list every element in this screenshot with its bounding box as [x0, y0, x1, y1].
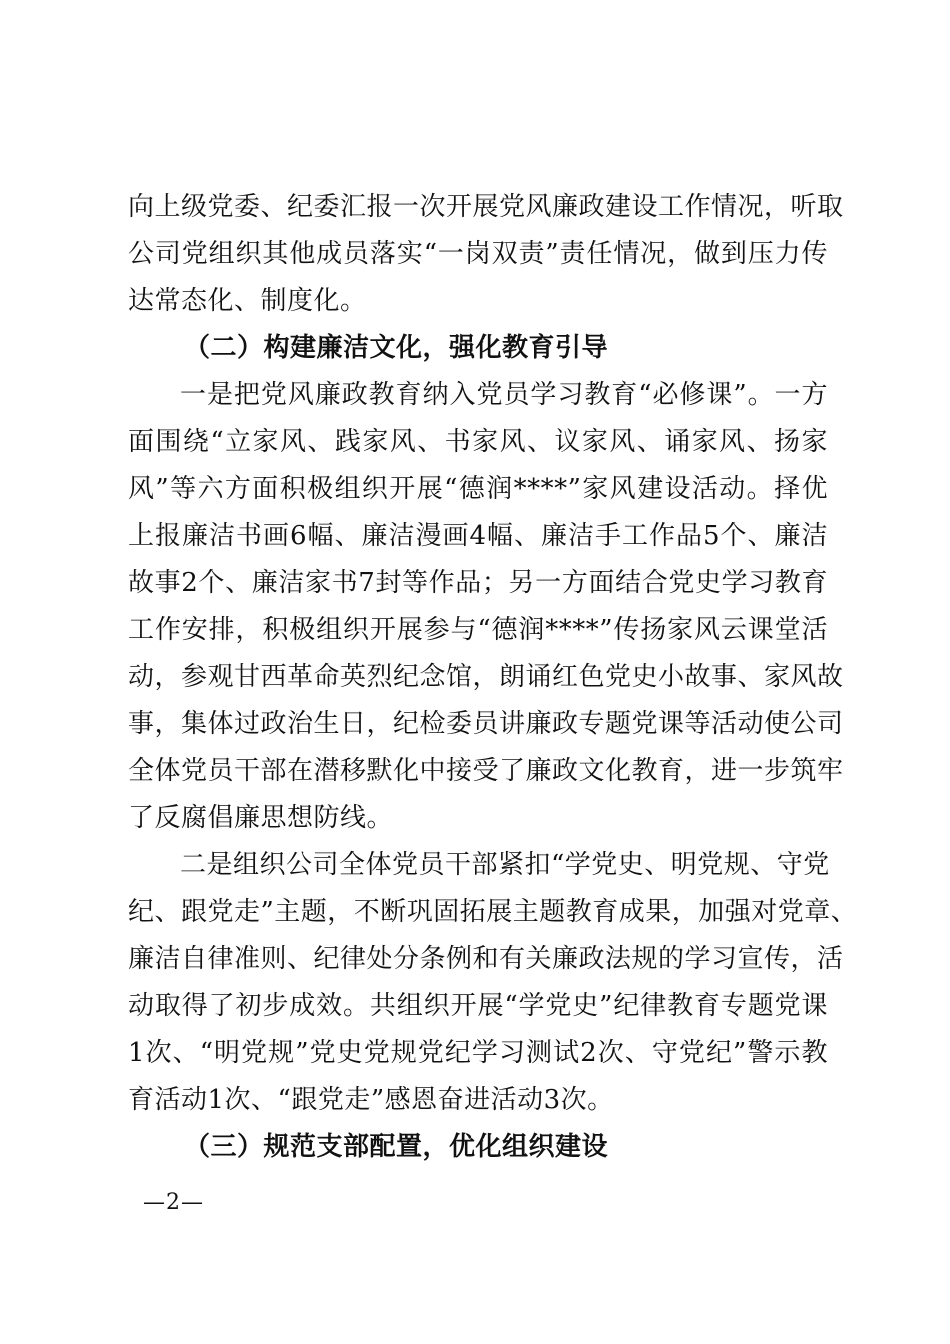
body-line: 廉洁自律准则、纪律处分条例和有关廉政法规的学习宣传，活 — [128, 944, 844, 974]
body-line: 了反腐倡廉思想防线。 — [128, 803, 394, 833]
body-line: 工作安排，积极组织开展参与“德润****”传扬家风云课堂活 — [128, 615, 828, 645]
body-line: 事，集体过政治生日，纪检委员讲廉政专题党课等活动使公司 — [128, 709, 844, 739]
body-line: 二是组织公司全体党员干部紧扣“学党史、明党规、守党 — [180, 850, 830, 880]
body-line: 上报廉洁书画6幅、廉洁漫画4幅、廉洁手工作品5个、廉洁 — [128, 521, 828, 551]
body-line: 全体党员干部在潜移默化中接受了廉政文化教育，进一步筑牢 — [128, 756, 844, 786]
body-line: 向上级党委、纪委汇报一次开展党风廉政建设工作情况，听取 — [128, 192, 844, 222]
section-heading: （三）规范支部配置，优化组织建设 — [184, 1132, 609, 1162]
body-line: 动，参观甘西革命英烈纪念馆，朗诵红色党史小故事、家风故 — [128, 662, 844, 692]
body-line: 育活动1次、“跟党走”感恩奋进活动3次。 — [128, 1085, 614, 1115]
document-body — [128, 184, 858, 1171]
body-line: 1次、“明党规”党史党规党纪学习测试2次、守党纪”警示教 — [128, 1038, 828, 1068]
page-number: —2— — [143, 1190, 204, 1215]
body-line: 达常态化、制度化。 — [128, 286, 367, 316]
section-heading: （二）构建廉洁文化，强化教育引导 — [184, 333, 609, 363]
body-line: 故事2个、廉洁家书7封等作品；另一方面结合党史学习教育 — [128, 568, 828, 598]
body-line: 风”等六方面积极组织开展“德润****”家风建设活动。择优 — [128, 474, 828, 504]
body-line: 面围绕“立家风、践家风、书家风、议家风、诵家风、扬家 — [128, 427, 828, 457]
body-line: 公司党组织其他成员落实“一岗双责”责任情况，做到压力传 — [128, 239, 828, 269]
body-line: 纪、跟党走”主题，不断巩固拓展主题教育成果，加强对党章、 — [128, 897, 858, 927]
body-line: 动取得了初步成效。共组织开展“学党史”纪律教育专题党课 — [128, 991, 828, 1021]
body-line: 一是把党风廉政教育纳入党员学习教育“必修课”。一方 — [180, 380, 828, 410]
